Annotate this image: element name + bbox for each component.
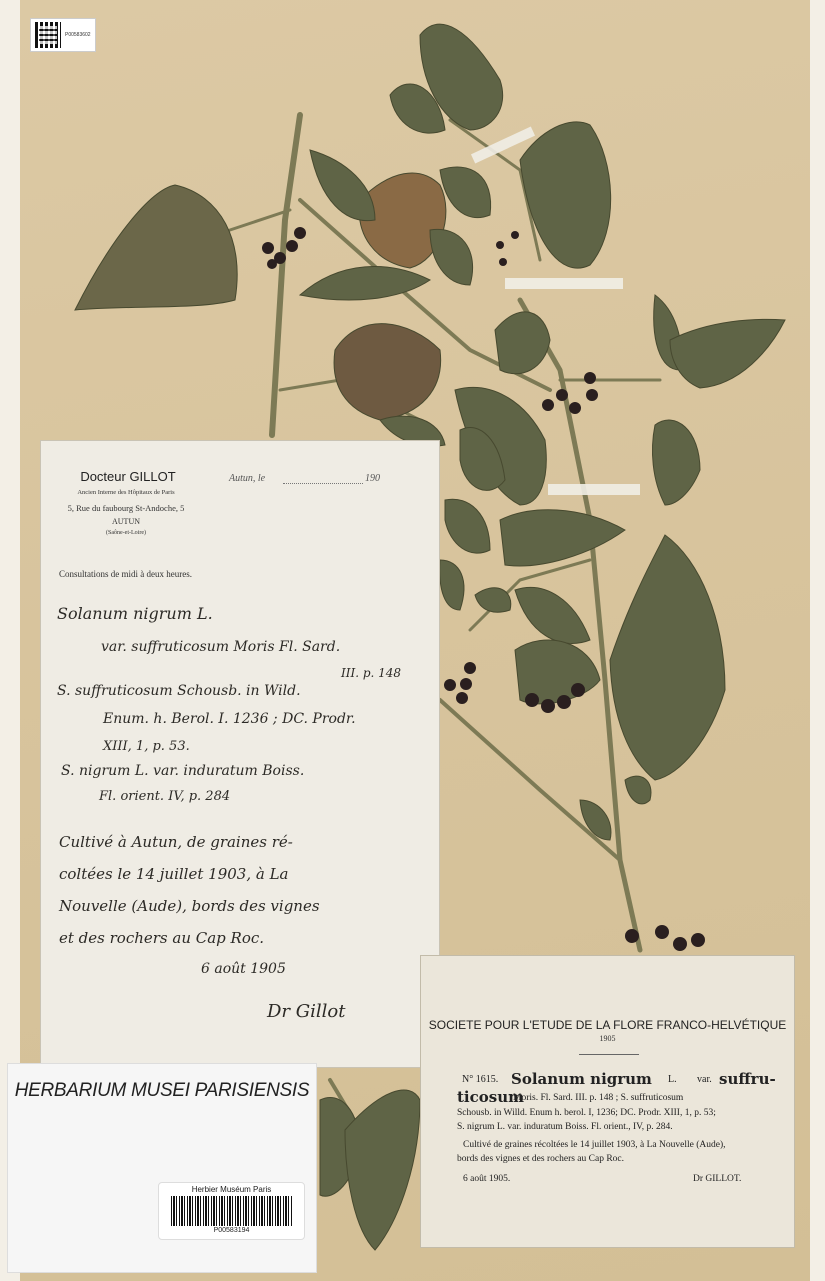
leaf: [310, 150, 375, 221]
herbarium-title: HERBARIUM MUSEI PARISIENSIS: [14, 1080, 310, 1101]
letterhead-name: Docteur GILLOT: [80, 469, 176, 484]
handwriting-line: Solanum nigrum L.: [57, 604, 213, 623]
handwritten-letter: [40, 440, 440, 1068]
berry: [571, 683, 585, 697]
leaf: [495, 312, 550, 374]
leaf: [440, 167, 491, 218]
leaf: [345, 1090, 420, 1250]
berry: [499, 258, 507, 266]
barcode-card: [158, 1182, 305, 1240]
leaf: [520, 122, 611, 268]
berry: [655, 925, 669, 939]
berry: [542, 399, 554, 411]
berry: [673, 937, 687, 951]
leaf: [580, 800, 611, 840]
berry: [557, 695, 571, 709]
species-name: Solanum nigrum: [511, 1070, 652, 1088]
handwriting-line: S. nigrum L. var. induratum Boiss.: [61, 763, 305, 779]
berry: [460, 678, 472, 690]
letterhead-line2: 5, Rue du faubourg St-Andoche, 5: [67, 503, 185, 513]
herbarium-card: [7, 1063, 317, 1273]
consultation-hours: Consultations de midi à deux heures.: [59, 569, 192, 579]
barcode-title: Herbier Muséum Paris: [191, 1185, 272, 1194]
handwriting-date: 6 août 1905: [201, 961, 286, 977]
berry: [556, 389, 568, 401]
label-divider: [579, 1054, 639, 1055]
berry: [496, 241, 504, 249]
barcode-number: P00583194: [213, 1227, 250, 1234]
variety-name-part1: suffru-: [719, 1070, 776, 1088]
handwriting-line: var. suffruticosum Moris Fl. Sard.: [101, 639, 341, 655]
handwriting-line: et des rochers au Cap Roc.: [59, 929, 265, 947]
berry: [286, 240, 298, 252]
leaf: [475, 588, 511, 612]
berry: [511, 231, 519, 239]
label-line: bords des vignes et des rochers au Cap Roc.: [457, 1154, 625, 1164]
handwriting-line: Cultivé à Autun, de graines ré-: [59, 833, 293, 851]
leaf: [75, 185, 237, 310]
handwriting-line: Fl. orient. IV, p. 284: [99, 789, 231, 804]
handwriting-line: III. p. 148: [341, 666, 402, 680]
berry: [294, 227, 306, 239]
variety-name-part2: ticosum: [457, 1088, 524, 1106]
berry: [586, 389, 598, 401]
mounting-strip: [548, 484, 640, 495]
leaf: [445, 499, 490, 553]
handwriting-line: Nouvelle (Aude), bords des vignes: [59, 897, 320, 915]
label-signature: Dr GILLOT.: [693, 1174, 742, 1184]
leaf: [652, 420, 700, 505]
leaf: [625, 776, 651, 804]
berry: [569, 402, 581, 414]
berry: [464, 662, 476, 674]
variety-marker: var.: [697, 1074, 712, 1085]
qr-code-number: P00583602: [65, 32, 91, 38]
species-author: L.: [668, 1074, 677, 1085]
barcode-icon: [171, 1196, 292, 1226]
specimen-qr-tag: [30, 18, 96, 52]
leaf: [430, 229, 473, 285]
handwriting-line: S. suffruticosum Schousb. in Wild.: [57, 683, 301, 699]
letterhead-region: (Saône-et-Loire): [106, 530, 146, 536]
berry: [456, 692, 468, 704]
berry: [262, 242, 274, 254]
letterhead-line1: Ancien Interne des Hôpitaux de Paris: [77, 489, 175, 496]
letterhead-year: 190: [365, 473, 380, 484]
handwriting-line: Enum. h. Berol. I. 1236 ; DC. Prodr.: [103, 711, 356, 727]
branch: [230, 210, 290, 230]
berry: [267, 259, 277, 269]
berry: [625, 929, 639, 943]
printed-label: [420, 955, 795, 1248]
berry: [691, 933, 705, 947]
leaf: [610, 535, 725, 780]
letterhead-place-date: Autun, le: [229, 473, 266, 484]
berry: [584, 372, 596, 384]
leaf: [440, 560, 464, 610]
label-line: Moris. Fl. Sard. III. p. 148 ; S. suffruticosum: [513, 1093, 684, 1103]
label-number: N° 1615.: [462, 1074, 499, 1085]
leaf: [670, 319, 785, 388]
handwriting-line: XIII, 1, p. 53.: [103, 739, 190, 754]
qr-code-icon: [35, 22, 61, 48]
letterhead-city: AUTUN: [112, 517, 140, 526]
label-line: Schousb. in Willd. Enum h. berol. I, 1236; DC. Prodr. XIII, 1, p. 53;: [457, 1108, 716, 1118]
berry: [541, 699, 555, 713]
leaf: [515, 587, 590, 643]
berry: [525, 693, 539, 707]
leaf: [515, 640, 600, 704]
handwritten-signature: Dr Gillot: [267, 1001, 346, 1022]
label-date: 6 août 1905.: [463, 1174, 511, 1184]
mounting-strip: [505, 278, 623, 289]
leaf: [300, 266, 430, 300]
lower-stem: [440, 700, 620, 860]
leaf: [334, 324, 441, 420]
date-dotted-line: [283, 483, 363, 484]
society-title: SOCIETE POUR L'ETUDE DE LA FLORE FRANCO-HELVÉTIQUE: [428, 1018, 787, 1032]
label-line: S. nigrum L. var. induratum Boiss. Fl. orient., IV, p. 284.: [457, 1122, 673, 1132]
berry: [444, 679, 456, 691]
label-line: Cultivé de graines récoltées le 14 juillet 1903, à La Nouvelle (Aude),: [463, 1140, 726, 1150]
handwriting-line: coltées le 14 juillet 1903, à La: [59, 865, 289, 883]
leaf: [500, 510, 625, 566]
label-year: 1905: [599, 1034, 616, 1043]
